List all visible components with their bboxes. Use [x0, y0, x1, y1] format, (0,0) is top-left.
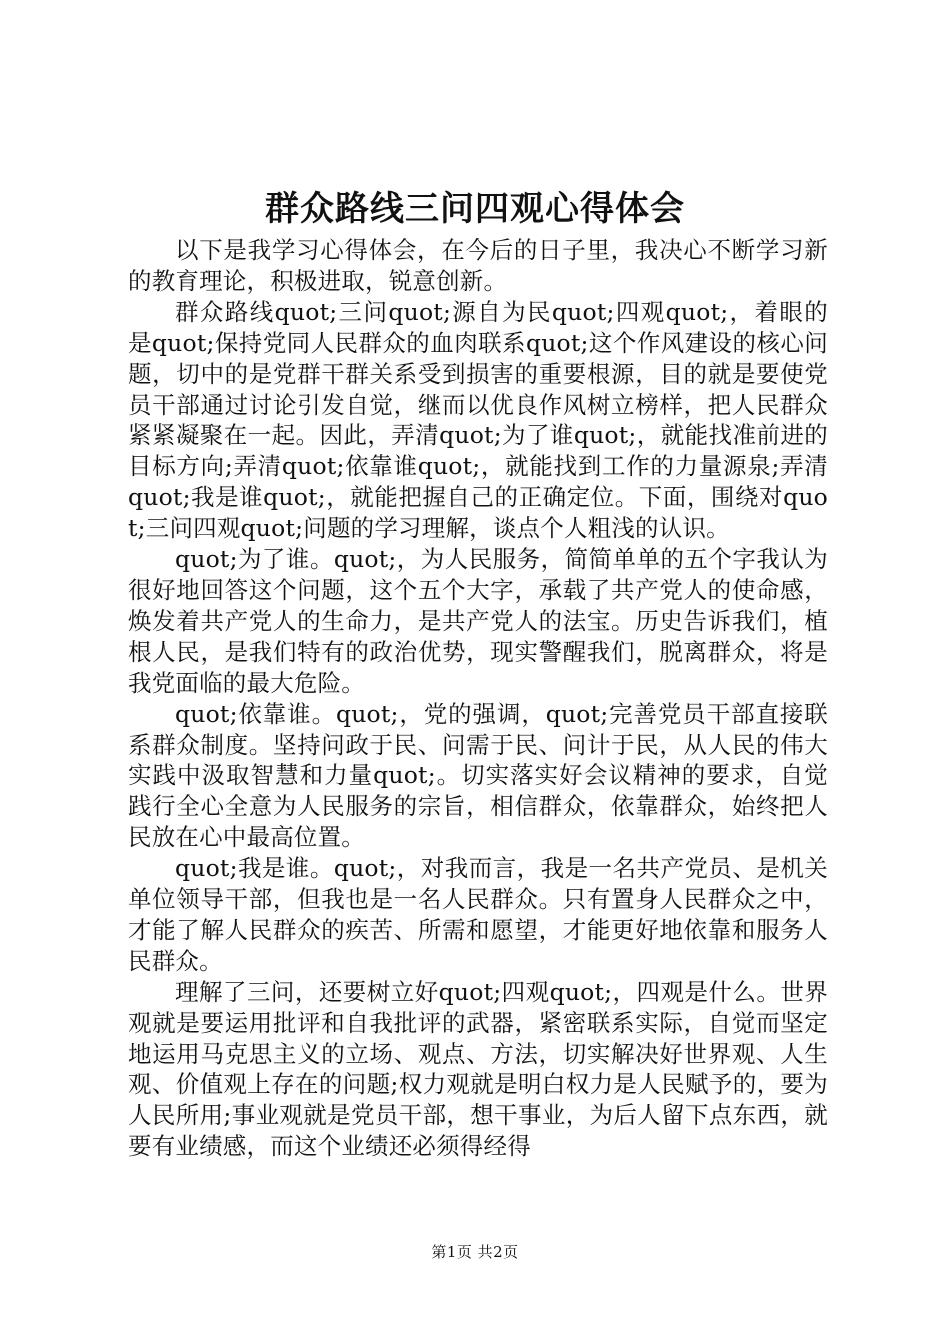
paragraph-rely-on-whom: quot;依靠谁。quot;，党的强调，quot;完善党员干部直接联系群众制度。坚持问政于民、问需于民、问计于民，从人民的伟大实践中汲取智慧和力量quot;。切实落实好会议精神的要求，自觉践行全心全意为人民服务的宗旨，相信群众，依靠群众，始终把人民放在心中最高位置。	[128, 699, 828, 852]
document-title: 群众路线三问四观心得体会	[265, 189, 685, 229]
paragraph-who-am-i: quot;我是谁。quot;，对我而言，我是一名共产党员、是机关单位领导干部，但我也是一名人民群众。只有置身人民群众之中，才能了解人民群众的疾苦、所需和愿望，才能更好地依靠和服务人民群众。	[128, 854, 828, 975]
paragraph-four-views: 理解了三问，还要树立好quot;四观quot;，四观是什么。世界观就是要运用批评和自我批评的武器，紧密联系实际，自觉而坚定地运用马克思主义的立场、观点、方法，切实解决好世界观、人生观、价值观上存在的问题;权力观就是明白权力是人民赋予的，要为人民所用;事业观就是党员干部，想干事业，为后人留下点东西，就要有业绩感，而这个业绩还必须得经得	[128, 977, 828, 1161]
document-body	[128, 235, 828, 1162]
paragraph-intro: 以下是我学习心得体会，在今后的日子里，我决心不断学习新的教育理论，积极进取，锐意创新。	[128, 236, 828, 295]
paragraph-mass-line: 群众路线quot;三问quot;源自为民quot;四观quot;，着眼的是quot;保持党同人民群众的血肉联系quot;这个作风建设的核心问题，切中的是党群干群关系受到损害的重要根源，目的就是要使党员干部通过讨论引发自觉，继而以优良作风树立榜样，把人民群众紧紧凝聚在一起。因此，弄清quot;为了谁quot;，就能找准前进的目标方向;弄清quot;依靠谁quot;，就能找到工作的力量源泉;弄清quot;我是谁quot;，就能把握自己的正确定位。下面，围绕对quot;三问四观quot;问题的学习理解，谈点个人粗浅的认识。	[128, 297, 828, 543]
paragraph-for-whom: quot;为了谁。quot;，为人民服务，简简单单的五个字我认为很好地回答这个问题，这个五个大字，承载了共产党人的使命感，焕发着共产党人的生命力，是共产党人的法宝。历史告诉我们，植根人民，是我们特有的政治优势，现实警醒我们，脱离群众，将是我党面临的最大危险。	[128, 545, 828, 697]
page-footer: 第1页 共2页	[431, 1243, 519, 1261]
